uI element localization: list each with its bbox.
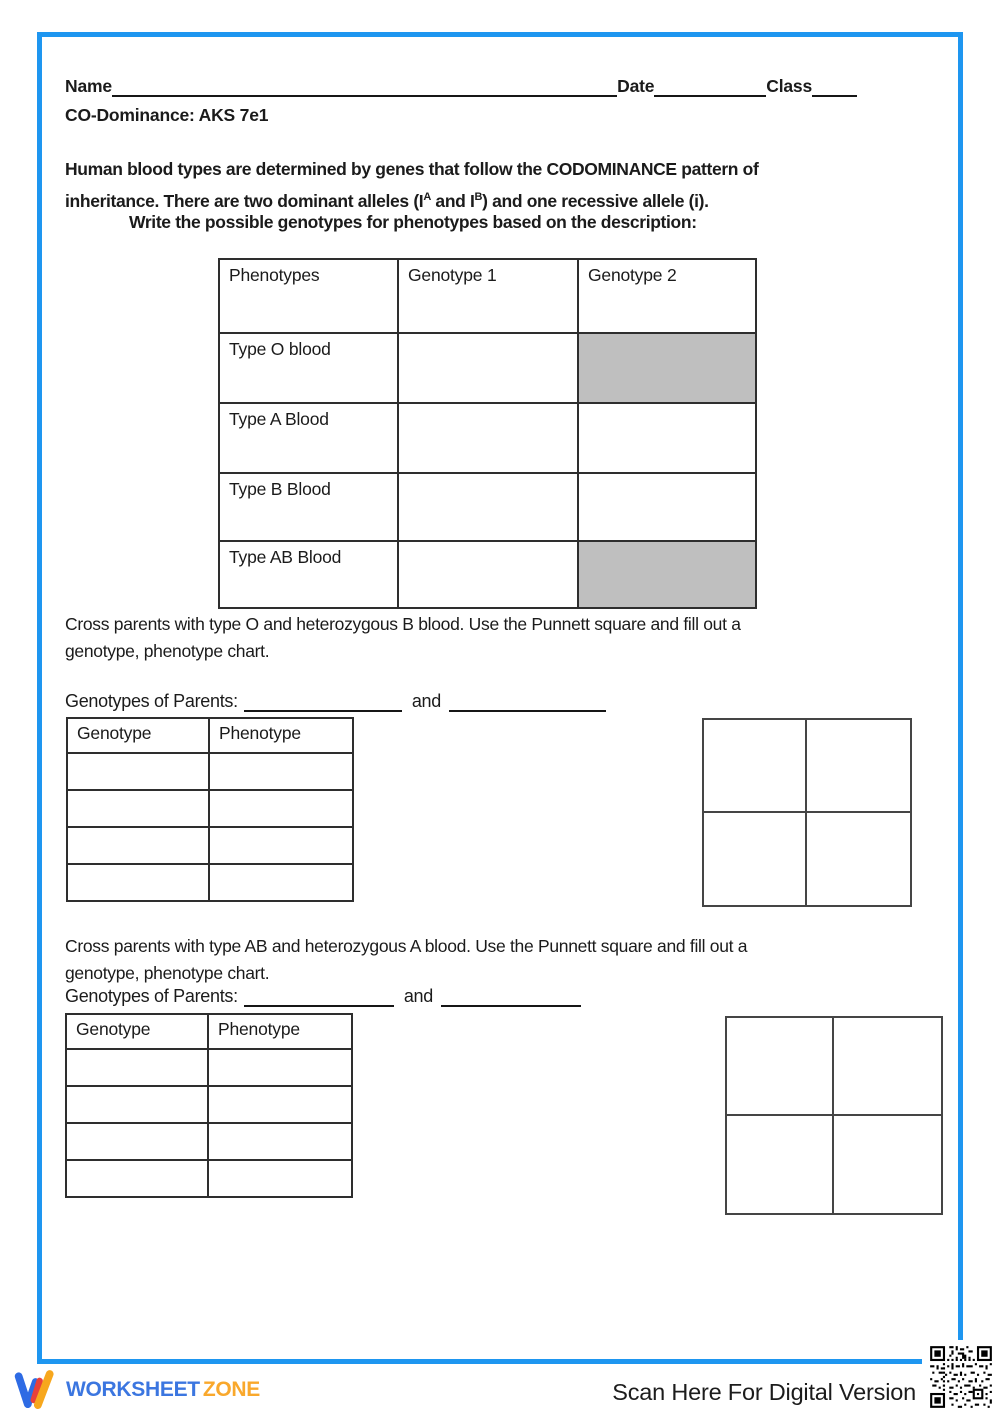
w-mark-icon bbox=[12, 1369, 60, 1411]
row-label-type-o-blood: Type O blood bbox=[219, 333, 398, 403]
table-row bbox=[66, 1086, 352, 1123]
intro-paragraph bbox=[65, 156, 758, 215]
genotype2-cell bbox=[578, 541, 756, 608]
parents-label: Genotypes of Parents: bbox=[65, 691, 238, 711]
parent2-genotype-blank[interactable] bbox=[441, 1001, 581, 1007]
and-label: and bbox=[411, 691, 441, 711]
cross2-instructions bbox=[65, 933, 747, 987]
phenotype-blank-cell[interactable] bbox=[209, 827, 353, 864]
genotype1-blank-cell[interactable] bbox=[398, 473, 578, 541]
cross1-line1: Cross parents with type O and heterozygous B blood. Use the Punnett square and fill out a bbox=[65, 614, 741, 634]
punnett-cell[interactable] bbox=[704, 813, 807, 906]
table-row bbox=[219, 333, 756, 403]
genotype-column-header: Genotype bbox=[66, 1014, 208, 1049]
genotype1-blank-cell[interactable] bbox=[398, 333, 578, 403]
table-row bbox=[66, 1160, 352, 1197]
phenotype-column-header: Phenotype bbox=[209, 718, 353, 753]
genotype-blank-cell[interactable] bbox=[66, 1049, 208, 1086]
genotype-blank-cell[interactable] bbox=[67, 753, 209, 790]
genotype-phenotype-table-1 bbox=[66, 717, 354, 902]
class-label: Class bbox=[766, 76, 812, 96]
table-row bbox=[67, 864, 353, 901]
parent1-genotype-blank[interactable] bbox=[244, 706, 402, 712]
punnett-cell[interactable] bbox=[727, 1116, 834, 1214]
table-row bbox=[66, 1049, 352, 1086]
phenotype-blank-cell[interactable] bbox=[208, 1086, 352, 1123]
row-label-type-ab-blood: Type AB Blood bbox=[219, 541, 398, 608]
parent1-genotype-blank[interactable] bbox=[244, 1001, 394, 1007]
name-date-class-row bbox=[65, 76, 857, 97]
parents-label: Genotypes of Parents: bbox=[65, 986, 238, 1006]
column-header-genotype2: Genotype 2 bbox=[578, 259, 756, 333]
genotype-phenotype-table-2 bbox=[65, 1013, 353, 1198]
punnett-square-2 bbox=[725, 1016, 943, 1215]
genotype-column-header: Genotype bbox=[67, 718, 209, 753]
name-label: Name bbox=[65, 76, 112, 96]
phenotype-blank-cell[interactable] bbox=[209, 753, 353, 790]
allele-a-superscript: A bbox=[423, 190, 431, 203]
genotype-blank-cell[interactable] bbox=[67, 790, 209, 827]
phenotype-blank-cell[interactable] bbox=[208, 1123, 352, 1160]
date-blank-line[interactable] bbox=[654, 91, 766, 97]
parents-genotypes-line-2 bbox=[65, 986, 581, 1007]
cross1-instructions bbox=[65, 611, 741, 665]
genotype-blank-cell[interactable] bbox=[67, 827, 209, 864]
genotype1-blank-cell[interactable] bbox=[398, 541, 578, 608]
phenotype-blank-cell[interactable] bbox=[209, 864, 353, 901]
instruction-line: Write the possible genotypes for phenotypes based on the description: bbox=[129, 212, 697, 232]
punnett-cell[interactable] bbox=[704, 720, 807, 813]
punnett-cell[interactable] bbox=[834, 1116, 941, 1214]
genotype2-blank-cell[interactable] bbox=[578, 473, 756, 541]
table-row bbox=[219, 473, 756, 541]
parents-genotypes-line-1 bbox=[65, 691, 606, 712]
phenotype-blank-cell[interactable] bbox=[208, 1160, 352, 1197]
genotype-blank-cell[interactable] bbox=[66, 1160, 208, 1197]
cross2-line2: genotype, phenotype chart. bbox=[65, 963, 270, 983]
genotype-blank-cell[interactable] bbox=[66, 1123, 208, 1160]
intro-line1: Human blood types are determined by genes that follow the CODOMINANCE pattern of bbox=[65, 159, 759, 179]
intro-line2-segment: and I bbox=[430, 190, 475, 211]
and-label: and bbox=[403, 986, 433, 1006]
table-row bbox=[67, 790, 353, 827]
scan-here-text: Scan Here For Digital Version bbox=[612, 1379, 916, 1405]
punnett-cell[interactable] bbox=[807, 720, 910, 813]
table-row bbox=[219, 541, 756, 608]
blood-type-table bbox=[218, 258, 757, 609]
genotype-blank-cell[interactable] bbox=[66, 1086, 208, 1123]
brand-text-zone: ZONE bbox=[202, 1378, 260, 1401]
phenotype-blank-cell[interactable] bbox=[209, 790, 353, 827]
table-row bbox=[67, 753, 353, 790]
genotype2-blank-cell[interactable] bbox=[578, 403, 756, 473]
column-header-genotype1: Genotype 1 bbox=[398, 259, 578, 333]
allele-b-superscript: B bbox=[474, 190, 483, 203]
genotype2-cell bbox=[578, 333, 756, 403]
table-row bbox=[219, 403, 756, 473]
phenotype-column-header: Phenotype bbox=[208, 1014, 352, 1049]
genotype1-blank-cell[interactable] bbox=[398, 403, 578, 473]
name-blank-line[interactable] bbox=[112, 91, 617, 97]
date-label: Date bbox=[617, 76, 655, 96]
table-row bbox=[66, 1123, 352, 1160]
punnett-cell[interactable] bbox=[727, 1018, 834, 1116]
table-row bbox=[67, 827, 353, 864]
worksheetzone-logo bbox=[12, 1368, 260, 1412]
phenotype-blank-cell[interactable] bbox=[208, 1049, 352, 1086]
parent2-genotype-blank[interactable] bbox=[449, 706, 606, 712]
cross1-line2: genotype, phenotype chart. bbox=[65, 641, 270, 661]
punnett-cell[interactable] bbox=[834, 1018, 941, 1116]
punnett-square-1 bbox=[702, 718, 912, 907]
cross2-line1: Cross parents with type AB and heterozygous A blood. Use the Punnett square and fill out a bbox=[65, 936, 748, 956]
column-header-phenotypes: Phenotypes bbox=[219, 259, 398, 333]
genotype-blank-cell[interactable] bbox=[67, 864, 209, 901]
intro-line2-segment: inheritance. There are two dominant alleles (I bbox=[65, 190, 424, 211]
assignment-title: CO-Dominance: AKS 7e1 bbox=[65, 105, 269, 125]
qr-code bbox=[922, 1340, 1000, 1414]
row-label-type-b-blood: Type B Blood bbox=[219, 473, 398, 541]
punnett-cell[interactable] bbox=[807, 813, 910, 906]
intro-line2 bbox=[65, 184, 758, 215]
class-blank-line[interactable] bbox=[812, 91, 857, 97]
row-label-type-a-blood: Type A Blood bbox=[219, 403, 398, 473]
intro-line2-segment: ) and one recessive allele (i). bbox=[482, 190, 709, 211]
brand-wordmark bbox=[66, 1378, 260, 1402]
brand-text-worksheet: WORKSHEET bbox=[66, 1378, 200, 1401]
